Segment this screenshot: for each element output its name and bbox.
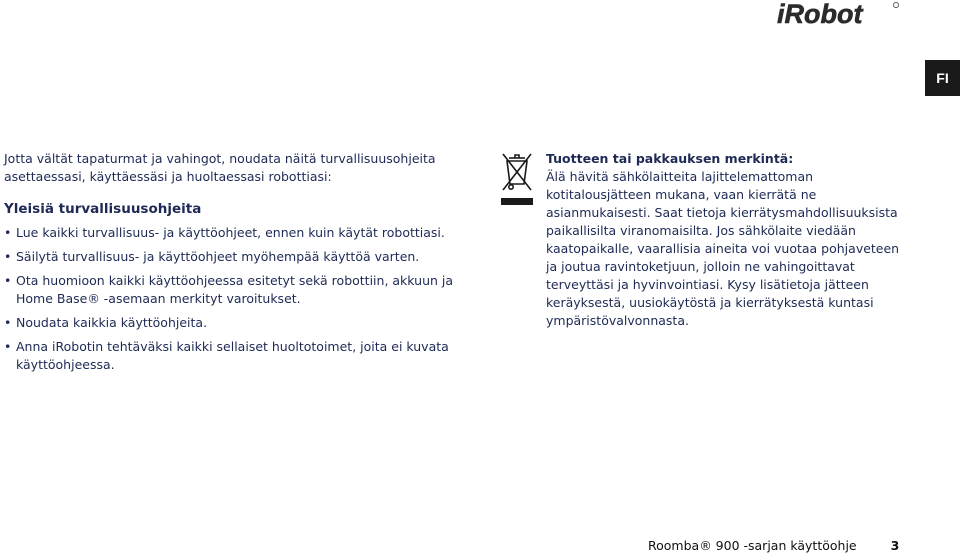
footer-title: Roomba® 900 -sarjan käyttöohje [648,538,857,553]
bullet-icon: • [4,339,12,354]
list-item [4,314,464,332]
disposal-title: Tuotteen tai pakkauksen merkintä: [546,151,794,166]
language-tab: FI [925,60,960,96]
page-footer [648,538,899,554]
disposal-section [546,150,906,330]
safety-title: Yleisiä turvallisuusohjeita [4,201,202,217]
bullet-icon: • [4,249,12,264]
svg-text:iRobot: iRobot [777,0,863,26]
safety-rules-list [4,224,464,374]
rule-text: Anna iRobotin tehtäväksi kaikki sellaiset huoltotoimet, joita ei kuvata käyttöohjeessa. [16,339,449,372]
crossed-out-wheelie-bin-icon [500,152,534,206]
page-number: 3 [890,538,900,553]
list-item [4,224,464,242]
rule-text: Säilytä turvallisuus- ja käyttöohjeet myöhempää käyttöä varten. [16,249,420,264]
list-item [4,272,464,308]
rule-text: Ota huomioon kaikki käyttöohjeessa esitetyt sekä robottiin, akkuun ja Home Base® -asemaan merkityt varoitukset. [16,273,454,306]
bullet-icon: • [4,315,12,330]
bullet-icon: • [4,225,12,240]
irobot-logo [777,0,902,26]
list-item [4,338,464,374]
list-item [4,248,464,266]
bullet-icon: • [4,273,12,288]
disposal-body: Älä hävitä sähkölaitteita lajittelemattoman kotitalousjätteen mukana, vaan kierrätä ne asianmukaisesti. Saat tietoja kierrätysmahdollisuuksista paikallisilta viranomaisilta. Jos sähkölaite viedään kaatopaikalle, vaarallisia aineita voi vuotaa pohjaveteen ja joutua ravintoketjuun, jolloin ne vahingoittavat terveyttäsi ja hyvinvointiasi. Kysy lisätietoja jätteen keräyksestä, uusiokäytöstä ja kierrätyksestä kuntasi ympäristövalvonnasta. [546,169,900,328]
safety-intro: Jotta vältät tapaturmat ja vahingot, noudata näitä turvallisuusohjeita asettaessasi, käyttäessäsi ja huoltaessasi robottiasi: [4,151,436,184]
safety-section [4,150,464,380]
rule-text: Lue kaikki turvallisuus- ja käyttöohjeet, ennen kuin käytät robottiasi. [16,225,445,240]
rule-text: Noudata kaikkia käyttöohjeita. [16,315,208,330]
